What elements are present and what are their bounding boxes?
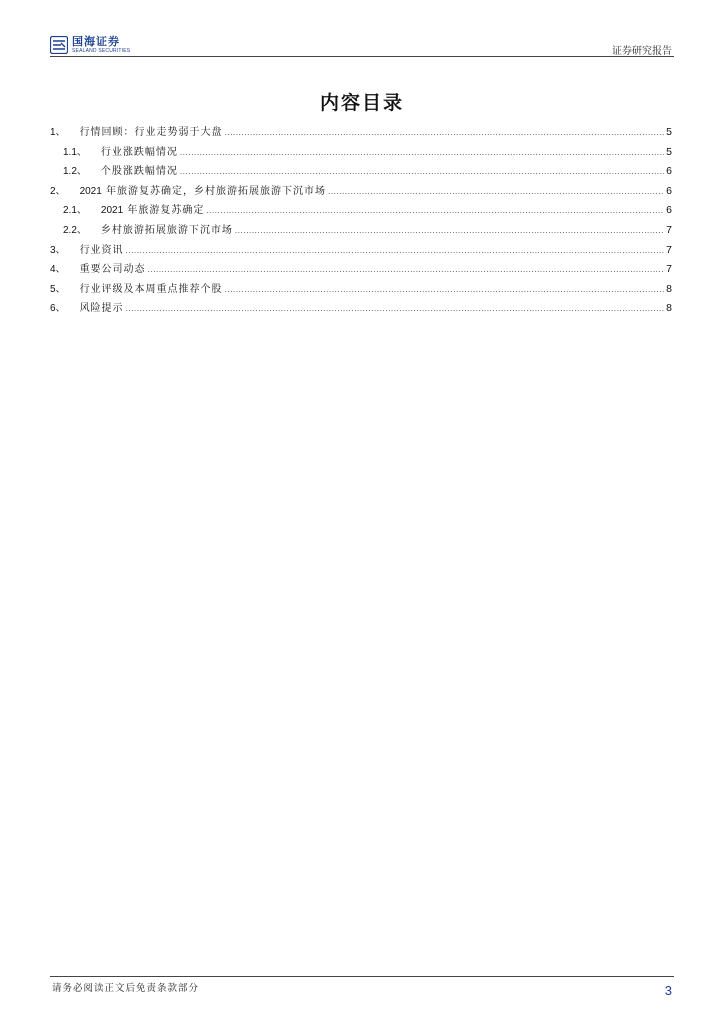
toc-entry-year: 2021: [79, 185, 102, 197]
toc-entry[interactable]: [50, 182, 674, 202]
logo-english-name: SEALAND SECURITIES: [72, 48, 131, 54]
toc-entry-label: 风险提示: [79, 303, 124, 315]
toc-entry-page: 6: [666, 165, 672, 178]
toc-entry-number: 6、: [50, 303, 66, 315]
toc-entry-label: 行业评级及本周重点推荐个股: [79, 283, 223, 295]
toc-leader-dots: [235, 226, 664, 235]
toc-leader-dots: [225, 128, 665, 137]
toc-leader-dots: [148, 265, 665, 274]
footer-disclaimer: 请务必阅读正文后免责条款部分: [52, 983, 200, 994]
page-number: 3: [664, 983, 672, 998]
toc-entry-number: 2.2、: [63, 224, 87, 236]
toc-leader-dots: [225, 285, 665, 294]
toc-entry[interactable]: [50, 201, 674, 221]
toc-entry-page: 8: [666, 302, 672, 315]
company-logo: [50, 34, 130, 56]
toc-entry-page: 6: [666, 184, 672, 197]
toc-entry-page: 7: [666, 223, 672, 236]
toc-entry-label-text: 年旅游复苏确定，乡村旅游拓展旅游下沉市场: [106, 185, 326, 197]
toc-entry-number: 3、: [50, 244, 66, 256]
toc-entry-page: 5: [666, 145, 672, 158]
toc-entry-page: 8: [666, 282, 672, 295]
header-divider: [50, 56, 674, 57]
toc-leader-dots: [206, 206, 664, 215]
toc-entry-label: [80, 182, 326, 197]
toc-entry-label: 行业涨跌幅情况: [100, 146, 178, 158]
toc-entry-page: 5: [666, 126, 672, 138]
toc-entry-page: 7: [666, 263, 672, 276]
toc-leader-dots: [328, 187, 664, 196]
report-type-label: 证券研究报告: [612, 46, 672, 57]
table-of-contents: [50, 123, 674, 319]
toc-entry-number: 1、: [50, 127, 66, 138]
toc-entry-label: 乡村旅游拓展旅游下沉市场: [100, 224, 233, 236]
logo-chinese-name: 国海证券: [72, 35, 120, 48]
toc-entry-label: 行情回顾：行业走势弱于大盘: [79, 127, 223, 138]
footer-divider: [50, 976, 674, 977]
toc-entry[interactable]: [50, 260, 674, 280]
toc-leader-dots: [126, 304, 665, 313]
toc-leader-dots: [126, 246, 665, 255]
toc-leader-dots: [180, 167, 664, 176]
toc-entry[interactable]: [50, 280, 674, 300]
toc-entry-number: 2.1、: [63, 205, 87, 217]
toc-entry-number: 1.2、: [63, 166, 87, 178]
toc-entry-label: 个股涨跌幅情况: [100, 166, 178, 178]
toc-entry[interactable]: [50, 241, 674, 261]
toc-entry[interactable]: [50, 221, 674, 241]
sealand-logo-icon: [50, 36, 68, 54]
toc-entry-number: 4、: [50, 264, 66, 276]
toc-entry[interactable]: [50, 299, 674, 319]
toc-leader-dots: [180, 148, 664, 157]
toc-title: 内容目录: [319, 92, 404, 114]
toc-entry-label-text: 年旅游复苏确定: [127, 205, 205, 217]
toc-entry-label: [101, 201, 204, 216]
toc-entry[interactable]: [50, 123, 674, 143]
toc-entry[interactable]: [50, 162, 674, 182]
toc-entry-label: 行业资讯: [79, 244, 124, 256]
toc-entry-page: 6: [666, 204, 672, 217]
toc-entry-year: 2021: [100, 205, 124, 217]
toc-entry-number: 2、: [50, 185, 66, 197]
toc-entry-number: 5、: [50, 283, 66, 295]
toc-entry-number: 1.1、: [63, 146, 87, 158]
toc-entry-label: 重要公司动态: [79, 264, 146, 276]
page-header: [50, 34, 674, 56]
toc-entry[interactable]: [50, 143, 674, 163]
toc-entry-page: 7: [666, 243, 672, 256]
